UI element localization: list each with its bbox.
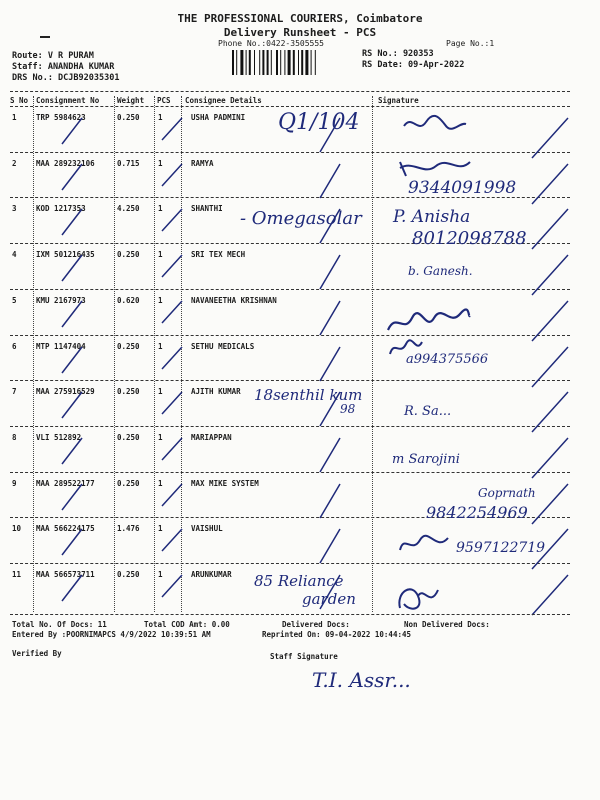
handwritten-note: - Omegasolar	[240, 208, 362, 229]
weight: 0.250	[117, 387, 140, 397]
tick-mark	[160, 436, 200, 462]
rs-date: RS Date: 09-Apr-2022	[362, 60, 465, 70]
company-name: THE PROFESSIONAL COURIERS, Coimbatore	[177, 12, 423, 25]
consignee-name: MARIAPPAN	[191, 432, 232, 442]
signature-scribble	[396, 530, 452, 556]
tick-mark	[60, 116, 100, 146]
tick-mark	[60, 162, 100, 192]
serial-number: 3	[12, 204, 17, 214]
tick-mark	[530, 482, 570, 526]
table-top-rule	[10, 91, 570, 92]
consignment-number: KOD 1217353	[36, 204, 86, 214]
consignment-number: MAA 289232106	[36, 158, 95, 168]
tick-mark	[60, 207, 100, 237]
consignee-name: SHANTHI	[191, 204, 223, 214]
weight: 0.715	[117, 158, 140, 168]
rs-number: RS No.: 920353	[362, 49, 434, 59]
handwritten-note: 18senthil kum	[254, 386, 363, 404]
tick-mark	[160, 253, 200, 279]
tick-mark	[318, 527, 358, 565]
pieces: 1	[158, 341, 163, 351]
handwritten-name: Goprnath	[478, 486, 536, 500]
serial-number: 8	[12, 432, 17, 442]
tick-mark	[530, 573, 570, 617]
consignee-name: VAISHUL	[191, 524, 223, 534]
row-divider	[10, 472, 570, 473]
tick-mark	[160, 162, 200, 188]
row-divider	[10, 289, 570, 290]
consignment-number: MTP 1147404	[36, 341, 86, 351]
col-header-pcs: PCS	[157, 96, 171, 105]
consignee-name: USHA PADMINI	[191, 113, 246, 122]
tick-mark	[318, 116, 358, 154]
table-bottom-rule	[10, 614, 570, 615]
consignee-name: MAX MIKE SYSTEM	[191, 478, 259, 488]
handwritten-phone: a994375566	[406, 352, 489, 367]
tick-mark	[60, 345, 100, 375]
serial-number: 10	[12, 524, 22, 534]
row-divider	[10, 335, 570, 336]
tick-mark	[530, 253, 570, 297]
row-divider	[10, 426, 570, 427]
tick-mark	[160, 345, 200, 371]
tick-mark	[530, 299, 570, 343]
tick-mark	[160, 527, 200, 553]
staff: Staff: ANANDHA KUMAR	[12, 62, 115, 72]
tick-mark	[60, 436, 100, 466]
row-divider	[10, 152, 570, 153]
serial-number: 9	[12, 478, 17, 488]
pieces: 1	[158, 478, 163, 488]
tick-mark	[530, 116, 570, 160]
col-header-consignment: Consignment No	[36, 96, 100, 105]
tick-mark	[530, 207, 570, 251]
signature-scribble	[392, 578, 444, 614]
tick-mark	[160, 390, 200, 416]
handwritten-signature: R. Sa...	[404, 404, 452, 419]
reprinted-on: Reprinted On: 09-04-2022 10:44:45	[262, 630, 412, 639]
handwritten-note: 98	[340, 402, 356, 416]
barcode	[230, 49, 356, 76]
tick-mark	[160, 207, 200, 233]
tick-mark	[318, 390, 358, 428]
consignee-name: AJITH KUMAR	[191, 387, 241, 397]
handwritten-note: 85 Reliance	[254, 572, 344, 590]
pieces: 1	[158, 570, 163, 579]
tick-mark	[60, 573, 100, 603]
weight: 1.476	[117, 524, 140, 534]
pieces: 1	[158, 113, 163, 122]
page-number: Page No.:1	[446, 39, 495, 48]
tick-mark	[60, 527, 100, 557]
col-header-signature: Signature	[378, 96, 419, 105]
consignment-number: MAA 566224175	[36, 524, 95, 534]
handwritten-phone: 9344091998	[408, 178, 517, 198]
verified-by: Verified By	[12, 649, 62, 658]
header-bottom-rule	[10, 106, 570, 107]
tick-mark	[60, 299, 100, 329]
consignment-number: KMU 2167973	[36, 295, 86, 305]
consignee-name: NAVANEETHA KRISHNAN	[191, 295, 277, 305]
col-header-sno: S No	[10, 96, 29, 105]
weight: 0.620	[117, 295, 140, 305]
weight: 4.250	[117, 204, 140, 214]
consignee-name: SETHU MEDICALS	[191, 341, 255, 351]
pieces: 1	[158, 204, 163, 214]
weight: 0.250	[117, 341, 140, 351]
handwritten-name: P. Anisha	[393, 207, 471, 227]
tick-mark	[60, 390, 100, 420]
pieces: 1	[158, 387, 163, 397]
weight: 0.250	[117, 432, 140, 442]
consignment-number: MAA 289522177	[36, 478, 95, 488]
total-cod: Total COD Amt: 0.00	[144, 620, 230, 629]
tick-mark	[318, 482, 358, 520]
staff-signature-label: Staff Signature	[270, 652, 338, 661]
row-divider	[10, 563, 570, 564]
serial-number: 5	[12, 295, 17, 305]
weight: 0.250	[117, 570, 140, 579]
staff-signature: T.I. Assr...	[312, 668, 411, 692]
weight: 0.250	[117, 250, 140, 260]
tick-mark	[318, 162, 358, 200]
tick-mark	[160, 573, 200, 599]
tick-mark	[530, 436, 570, 480]
phone-number: Phone No.:0422-3505555	[218, 39, 324, 48]
consignee-name: RAMYA	[191, 158, 214, 168]
tick-mark	[160, 299, 200, 325]
weight: 0.250	[117, 113, 140, 122]
col-header-weight: Weight	[117, 96, 145, 105]
handwritten-phone: 9842254969	[426, 503, 528, 522]
row-divider	[10, 380, 570, 381]
pieces: 1	[158, 250, 163, 260]
entered-by: Entered By :POORNIMAPCS 4/9/2022 10:39:51 AM	[12, 630, 211, 639]
tick-mark	[318, 207, 358, 245]
tick-mark	[530, 162, 570, 206]
consignment-number: VLI 512892	[36, 432, 82, 442]
col-header-consignee: Consignee Details	[185, 96, 262, 105]
tick-mark	[160, 482, 200, 508]
consignee-name: ARUNKUMAR	[191, 570, 232, 579]
serial-number: 4	[12, 250, 17, 260]
handwritten-note: Q1/104	[278, 110, 360, 135]
handwritten-signature: m Sarojini	[392, 452, 460, 467]
total-docs: Total No. Of Docs: 11	[12, 620, 107, 629]
consignment-number: MAA 566573711	[36, 570, 95, 579]
delivered-docs: Delivered Docs:	[282, 620, 350, 629]
tick-mark	[318, 345, 358, 383]
consignment-number: TRP 5984623	[36, 113, 86, 122]
non-delivered-docs: Non Delivered Docs:	[404, 620, 490, 629]
tick-mark	[160, 116, 200, 142]
tick-mark	[318, 299, 358, 337]
tick-mark	[530, 527, 570, 571]
route: Route: V R PURAM	[12, 51, 94, 61]
scan-mark	[40, 36, 50, 38]
handwritten-signature: b. Ganesh.	[408, 264, 473, 278]
weight: 0.250	[117, 478, 140, 488]
serial-number: 11	[12, 570, 22, 579]
pieces: 1	[158, 295, 163, 305]
consignment-number: MAA 275916529	[36, 387, 95, 397]
tick-mark	[530, 345, 570, 389]
handwritten-phone: 9597122719	[456, 540, 546, 556]
signature-scribble	[394, 156, 474, 180]
serial-number: 1	[12, 113, 17, 122]
tick-mark	[318, 573, 358, 611]
serial-number: 6	[12, 341, 17, 351]
tick-mark	[60, 482, 100, 512]
serial-number: 2	[12, 158, 17, 168]
handwritten-phone: 8012098788	[412, 228, 527, 249]
handwritten-note: garden	[302, 590, 356, 608]
tick-mark	[318, 436, 358, 474]
drs-number: DRS No.: DCJB92035301	[12, 73, 120, 83]
signature-scribble	[382, 304, 472, 338]
tick-mark	[318, 253, 358, 291]
serial-number: 7	[12, 387, 17, 397]
pieces: 1	[158, 432, 163, 442]
pieces: 1	[158, 524, 163, 534]
sheet-title: Delivery Runsheet - PCS	[223, 26, 377, 39]
tick-mark	[530, 390, 570, 434]
consignee-name: SRI TEX MECH	[191, 250, 246, 260]
pieces: 1	[158, 158, 163, 168]
signature-scribble	[400, 112, 470, 136]
consignment-number: IXM 501216435	[36, 250, 95, 260]
tick-mark	[60, 253, 100, 283]
